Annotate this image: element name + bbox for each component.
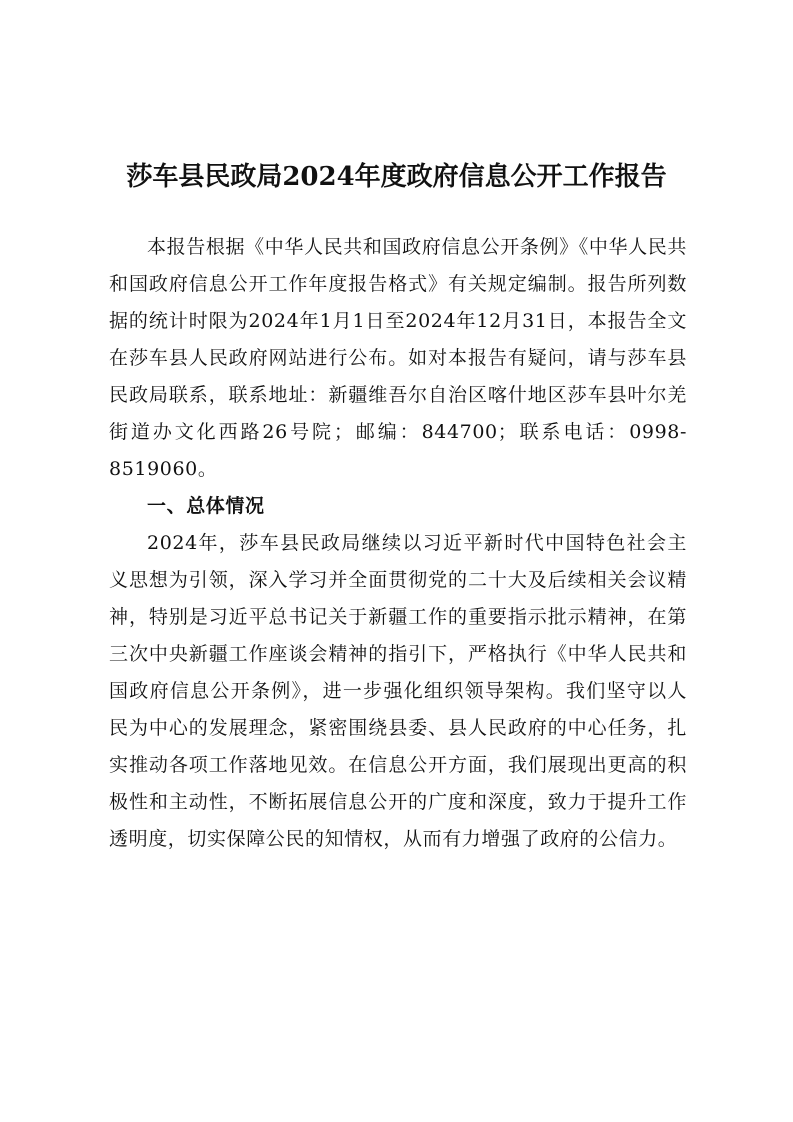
overview-paragraph: 2024年，莎车县民政局继续以习近平新时代中国特色社会主义思想为引领，深入学习并全面贯彻党的二十大及后续相关会议精神，特别是习近平总书记关于新疆工作的重要指示批示精神，在第三次中央新疆工作座谈会精神的指引下，严格执行《中华人民共和国政府信息公开条例》，进一步强化组织领导架构。我们坚守以人民为中心的发展理念，紧密围绕县委、县人民政府的中心任务，扎实推动各项工作落地见效。在信息公开方面，我们展现出更高的积极性和主动性，不断拓展信息公开的广度和深度，致力于提升工作透明度，切实保障公民的知情权，从而有力增强了政府的公信力。 [109,532,687,850]
section-heading-overview: 一、总体情况 [147,495,265,517]
document-title: 莎车县民政局2024年度政府信息公开工作报告 [126,162,667,193]
intro-paragraph: 本报告根据《中华人民共和国政府信息公开条例》《中华人民共和国政府信息公开工作年度报告格式》有关规定编制。报告所列数据的统计时限为2024年1月1日至2024年12月31日，本报告全文在莎车县人民政府网站进行公布。如对本报告有疑问，请与莎车县民政局联系，联系地址：新疆维吾尔自治区喀什地区莎车县叶尔羌街道办文化西路26号院；邮编：844700；联系电话：0998-8519060。 [109,236,687,480]
document-body [109,229,687,858]
